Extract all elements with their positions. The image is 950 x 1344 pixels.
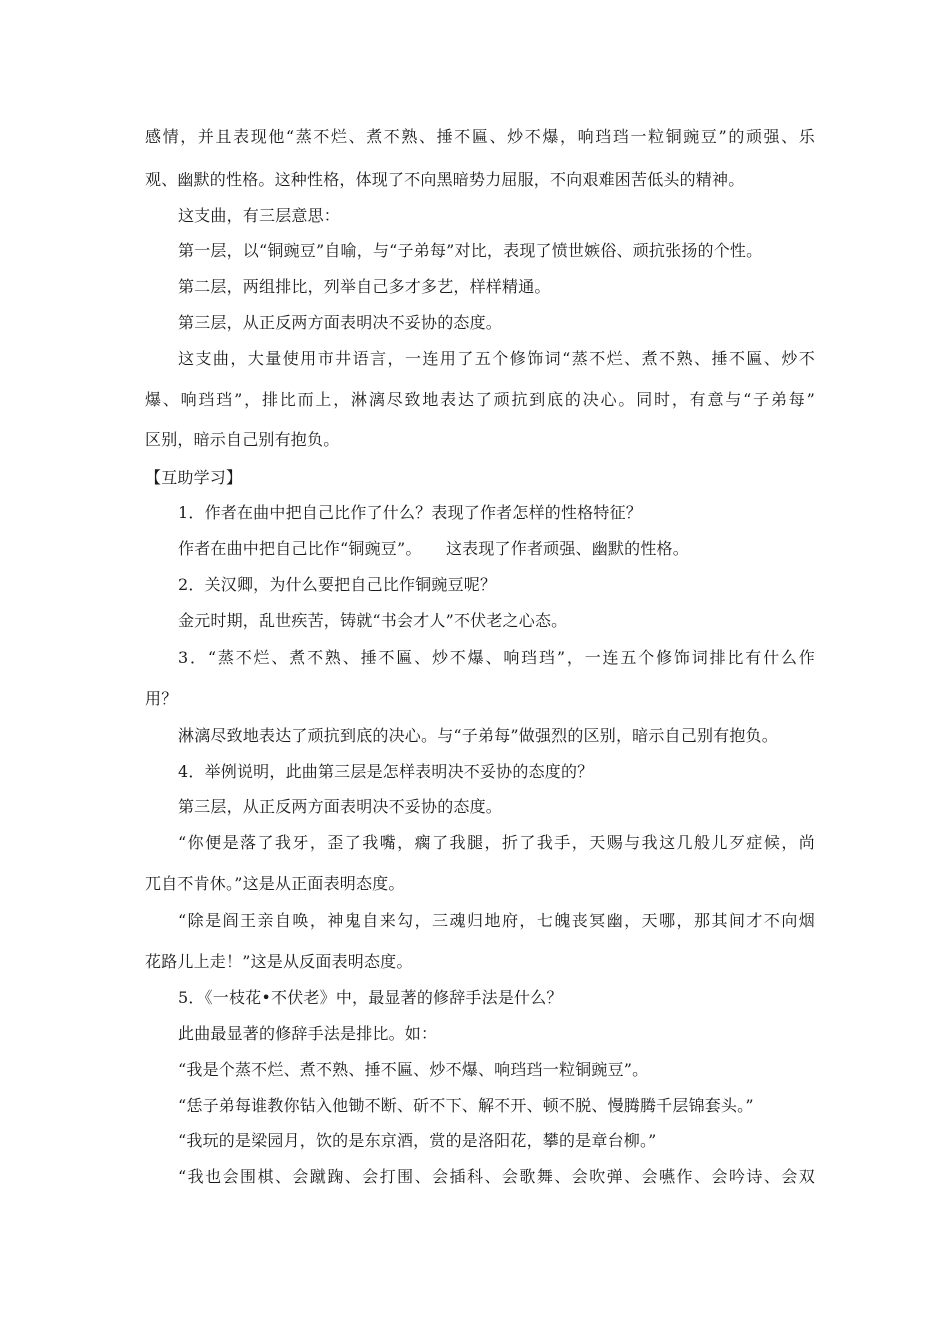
paragraph-line: 区别，暗示自己别有抱负。 (145, 430, 340, 449)
question-line: 用？ (145, 689, 178, 708)
question-line: 2．关汉卿，为什么要把自己比作铜豌豆呢？ (178, 575, 497, 594)
paragraph-line: 第二层，两组排比，列举自己多才多艺，样样精通。 (178, 277, 551, 296)
question-line: 4．举例说明，此曲第三层是怎样表明决不妥协的态度的？ (178, 762, 594, 781)
answer-line: 此曲最显著的修辞手法是排比。如： (178, 1024, 438, 1043)
quote-line: “你便是落了我牙，歪了我嘴，瘸了我腿，折了我手，天赐与我这几般儿歹症候，尚 (178, 833, 815, 852)
quote-line: 花路儿上走！”这是从反面表明态度。 (145, 952, 413, 971)
question-line: 1．作者在曲中把自己比作了什么？表现了作者怎样的性格特征？ (178, 503, 642, 522)
quote-line: “我也会围棋、会蹴踘、会打围、会插科、会歌舞、会吹弹、会嚥作、会吟诗、会双 (178, 1167, 815, 1186)
paragraph-line: 观、幽默的性格。这种性格，体现了不向黑暗势力屈服，不向艰难困苦低头的精神。 (145, 170, 745, 189)
question-line: 3．“蒸不烂、煮不熟、捶不匾、炒不爆、响珰珰”，一连五个修饰词排比有什么作 (178, 648, 815, 667)
answer-line: 作者在曲中把自己比作“铜豌豆”。 这表现了作者顽强、幽默的性格。 (178, 539, 689, 558)
answer-line: 淋漓尽致地表达了顽抗到底的决心。与“子弟每”做强烈的区别，暗示自己别有抱负。 (178, 726, 778, 745)
quote-line: “我是个蒸不烂、煮不熟、捶不匾、炒不爆、响珰珰一粒铜豌豆”。 (178, 1060, 649, 1079)
paragraph-line: 这支曲，有三层意思： (178, 206, 341, 225)
answer-line: 第三层，从正反两方面表明决不妥协的态度。 (178, 797, 503, 816)
quote-line: “除是阎王亲自唤，神鬼自来勾，三魂归地府，七魄丧冥幽，天哪，那其间才不向烟 (178, 911, 815, 930)
paragraph-line: 这支曲，大量使用市井语言，一连用了五个修饰词“蒸不烂、煮不熟、捶不匾、炒不 (178, 349, 815, 368)
quote-line: “恁子弟每谁教你钻入他锄不断、斫不下、解不开、顿不脱、慢腾腾千层锦套头。” (178, 1096, 754, 1115)
answer-line: 金元时期，乱世疾苦，铸就“书会才人”不伏老之心态。 (178, 611, 568, 630)
question-line: 5．《一枝花•不伏老》中，最显著的修辞手法是什么？ (178, 988, 563, 1007)
paragraph-line: 第一层，以“铜豌豆”自喻，与“子弟每”对比，表现了愤世嫉俗、顽抗张扬的个性。 (178, 241, 763, 260)
quote-line: 兀自不肯休。”这是从正面表明态度。 (145, 874, 405, 893)
paragraph-line: 第三层，从正反两方面表明决不妥协的态度。 (178, 313, 503, 332)
paragraph-line: 感情，并且表现他“蒸不烂、煮不熟、捶不匾、炒不爆，响珰珰一粒铜豌豆”的顽强、乐 (145, 127, 815, 146)
section-heading: 【互助学习】 (145, 468, 243, 487)
paragraph-line: 爆、响珰珰”，排比而上，淋漓尽致地表达了顽抗到底的决心。同时，有意与“子弟每” (145, 390, 815, 409)
quote-line: “我玩的是梁园月，饮的是东京酒，赏的是洛阳花，攀的是章台柳。” (178, 1131, 657, 1150)
